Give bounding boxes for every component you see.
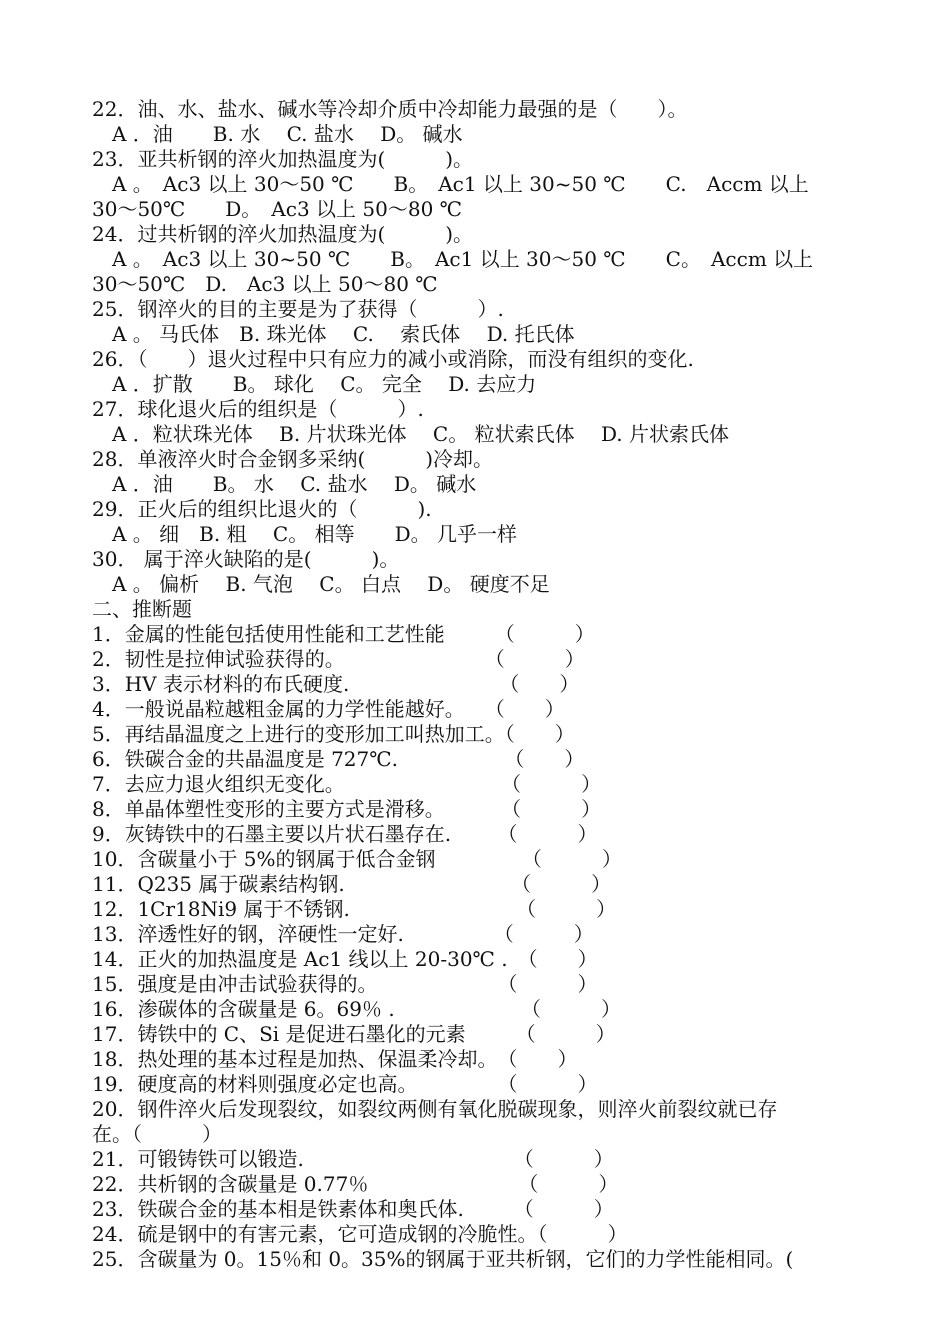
question-26-options: A ．扩散 B。 球化 C。 完全 D. 去应力 [92,372,537,396]
judgment-item-14: 14．正火的加热温度是 Ac1 线以上 20-30℃ . （ ） [92,947,598,971]
question-25-options: A 。 马氏体 B. 珠光体 C. 索氏体 D. 托氏体 [92,322,575,346]
judgment-item-6: 6．铁碳合金的共晶温度是 727℃. （ ） [92,747,585,771]
question-22-options: A ．油 B. 水 C. 盐水 D。 碱水 [92,122,463,146]
question-29-mc: 29．正火后的组织比退火的（ ). [92,497,432,521]
judgment-item-7: 7．去应力退火组织无变化。 （ ） [92,772,602,796]
judgment-item-5: 5．再结晶温度之上进行的变形加工叫热加工。（ ） [92,722,575,746]
judgment-item-13: 13．淬透性好的钢，淬硬性一定好. （ ） [92,922,594,946]
judgment-item-20: 20．钢件淬火后发现裂纹，如裂纹两侧有氧化脱碳现象，则淬火前裂纹就已存 [92,1097,778,1121]
judgment-item-10: 10．含碳量小于 5%的钢属于低合金钢 （ ） [92,847,622,871]
question-23-options: A 。 Ac3 以上 30～50 ℃ B。 Ac1 以上 30~50 ℃ C. Accm 以上 [92,172,809,196]
question-24-options-cont: 30～50℃ D. Ac3 以上 50～80 ℃ [92,272,438,296]
judgment-item-16: 16．渗碳体的含碳量是 6。69％ . （ ） [92,997,622,1021]
judgment-item-24: 24．硫是钢中的有害元素，它可造成钢的冷脆性。（ ） [92,1222,628,1246]
judgment-item-17: 17．铸铁中的 C、Si 是促进石墨化的元素 （ ） [92,1022,616,1046]
question-30-mc: 30． 属于淬火缺陷的是( )。 [92,547,400,571]
judgment-item-2: 2．韧性是拉伸试验获得的。 （ ） [92,647,585,671]
question-23-options-cont: 30～50℃ D。 Ac3 以上 50～80 ℃ [92,197,463,221]
judgment-item-8: 8．单晶体塑性变形的主要方式是滑移。 （ ） [92,797,602,821]
question-29-options: A 。 细 B. 粗 C。 相等 D。 几乎一样 [92,522,517,546]
judgment-item-15: 15．强度是由冲击试验获得的。 （ ） [92,972,598,996]
question-27-options: A ．粒状珠光体 B. 片状珠光体 C。 粒状索氏体 D. 片状索氏体 [92,422,729,446]
judgment-item-18: 18．热处理的基本过程是加热、保温柔冷却。 （ ） [92,1047,578,1071]
question-24-options: A 。 Ac3 以上 30~50 ℃ B。 Ac1 以上 30～50 ℃ C。 Accm 以上 [92,247,814,271]
judgment-item-12: 12．1Cr18Ni9 属于不锈钢. （ ） [92,897,617,921]
question-23-mc: 23．亚共析钢的淬火加热温度为( )。 [92,147,474,171]
question-30-options: A 。 偏析 B. 气泡 C。 白点 D。 硬度不足 [92,572,550,596]
question-24-mc: 24．过共析钢的淬火加热温度为( )。 [92,222,474,246]
section-heading: 二、推断题 [92,597,192,621]
question-28-options: A ．油 B。 水 C. 盐水 D。 碱水 [92,472,477,496]
judgment-item-22: 22．共析钢的含碳量是 0.77％ （ ） [92,1172,619,1196]
judgment-item-3: 3．HV 表示材料的布氏硬度. （ ） [92,672,580,696]
judgment-item-11: 11．Q235 属于碳素结构钢. （ ） [92,872,612,896]
judgment-item-9: 9．灰铸铁中的石墨主要以片状石墨存在. （ ） [92,822,598,846]
judgment-item-19: 19．硬度高的材料则强度必定也高。 （ ） [92,1072,598,1096]
question-28-mc: 28．单液淬火时合金钢多采纳( )冷却。 [92,447,494,471]
judgment-item-23: 23．铁碳合金的基本相是铁素体和奥氏体. （ ） [92,1197,614,1221]
judgment-item-25: 25．含碳量为 0。15％和 0。35%的钢属于亚共析钢，它们的力学性能相同。( [92,1247,794,1271]
judgment-item-20-cont: 在。（ ） [92,1122,222,1146]
question-26-mc: 26．（ ）退火过程中只有应力的减小或消除，而没有组织的变化. [92,347,694,371]
question-27-mc: 27．球化退火后的组织是（ ）. [92,397,424,421]
judgment-item-1: 1．金属的性能包括使用性能和工艺性能 （ ） [92,622,595,646]
question-25-mc: 25．钢淬火的目的主要是为了获得（ ）. [92,297,504,321]
judgment-item-21: 21．可锻铸铁可以锻造. （ ） [92,1147,614,1171]
judgment-item-4: 4．一般说晶粒越粗金属的力学性能越好。 （ ） [92,697,565,721]
question-22-mc: 22．油、水、盐水、碱水等冷却介质中冷却能力最强的是（ ）。 [92,97,688,121]
